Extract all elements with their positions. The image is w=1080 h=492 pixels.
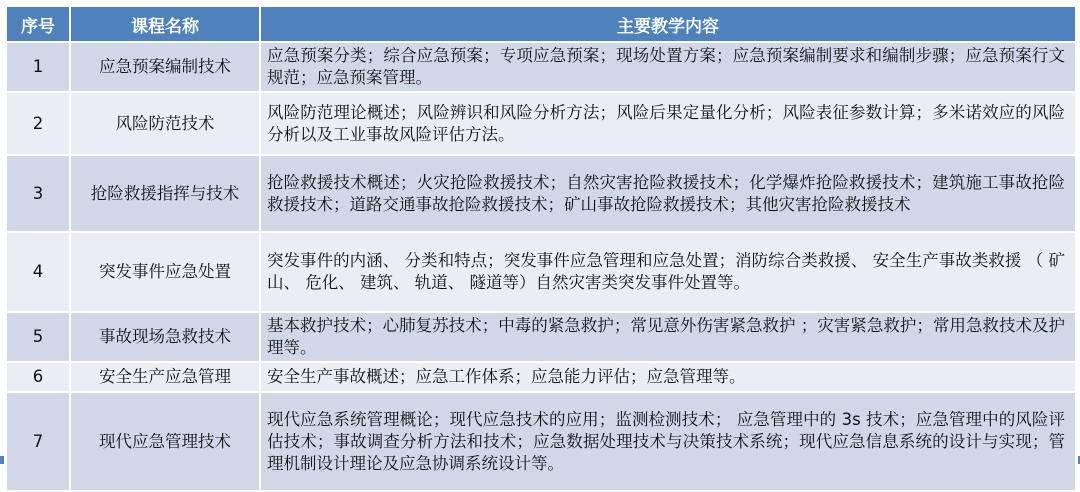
- row-number: 4: [6, 232, 70, 312]
- course-content: 应急预案分类；综合应急预案；专项应急预案；现场处置方案；应急预案编制要求和编制步骤；应急预案行文规范；应急预案管理。: [260, 42, 1076, 92]
- course-name: 现代应急管理技术: [70, 392, 260, 491]
- header-main-content: 主要教学内容: [260, 6, 1076, 42]
- course-name: 应急预案编制技术: [70, 42, 260, 92]
- table-row: [6, 155, 1076, 232]
- course-content: 基本救护技术；心肺复苏技术；中毒的紧急救护；常见意外伤害紧急救护 ；灾害紧急救护；常用急救技术及护理等。: [260, 312, 1076, 362]
- row-number: 3: [6, 155, 70, 232]
- row-number: 5: [6, 312, 70, 362]
- header-number: 序号: [6, 6, 70, 42]
- course-content: 突发事件的内涵、 分类和特点；突发事件应急管理和应急处置；消防综合类救援、 安全生产事故类救援 （ 矿山、 危化、 建筑、 轨道、 隧道等）自然灾害类突发事件处置等。: [260, 232, 1076, 312]
- table-header-row: [6, 6, 1076, 42]
- course-name: 安全生产应急管理: [70, 362, 260, 392]
- course-name: 抢险救援指挥与技术: [70, 155, 260, 232]
- row-number: 6: [6, 362, 70, 392]
- row-number: 7: [6, 392, 70, 491]
- course-table-container: [4, 4, 1078, 484]
- course-name: 事故现场急救技术: [70, 312, 260, 362]
- table-row: [6, 312, 1076, 362]
- table-row: [6, 92, 1076, 155]
- table-row: [6, 392, 1076, 491]
- header-course-name: 课程名称: [70, 6, 260, 42]
- row-number: 1: [6, 42, 70, 92]
- course-name: 风险防范技术: [70, 92, 260, 155]
- table-row: [6, 232, 1076, 312]
- table-row: [6, 362, 1076, 392]
- course-content: 抢险救援技术概述；火灾抢险救援技术；自然灾害抢险救援技术；化学爆炸抢险救援技术；建筑施工事故抢险救援技术；道路交通事故抢险救援技术；矿山事故抢险救援技术；其他灾害抢险救援技术: [260, 155, 1076, 232]
- row-number: 2: [6, 92, 70, 155]
- course-table: [5, 5, 1077, 492]
- course-content: 现代应急系统管理概论；现代应急技术的应用；监测检测技术； 应急管理中的 3s 技术；应急管理中的风险评估技术；事故调查分析方法和技术；应急数据处理技术与决策技术系统；现代应急信息系统的设计与实现；管理机制设计理论及应急协调系统设计等。: [260, 392, 1076, 491]
- course-content: 风险防范理论概述；风险辨识和风险分析方法；风险后果定量化分析；风险表征参数计算；多米诺效应的风险分析以及工业事故风险评估方法。: [260, 92, 1076, 155]
- course-content: 安全生产事故概述；应急工作体系；应急能力评估；应急管理等。: [260, 362, 1076, 392]
- course-name: 突发事件应急处置: [70, 232, 260, 312]
- table-row: [6, 42, 1076, 92]
